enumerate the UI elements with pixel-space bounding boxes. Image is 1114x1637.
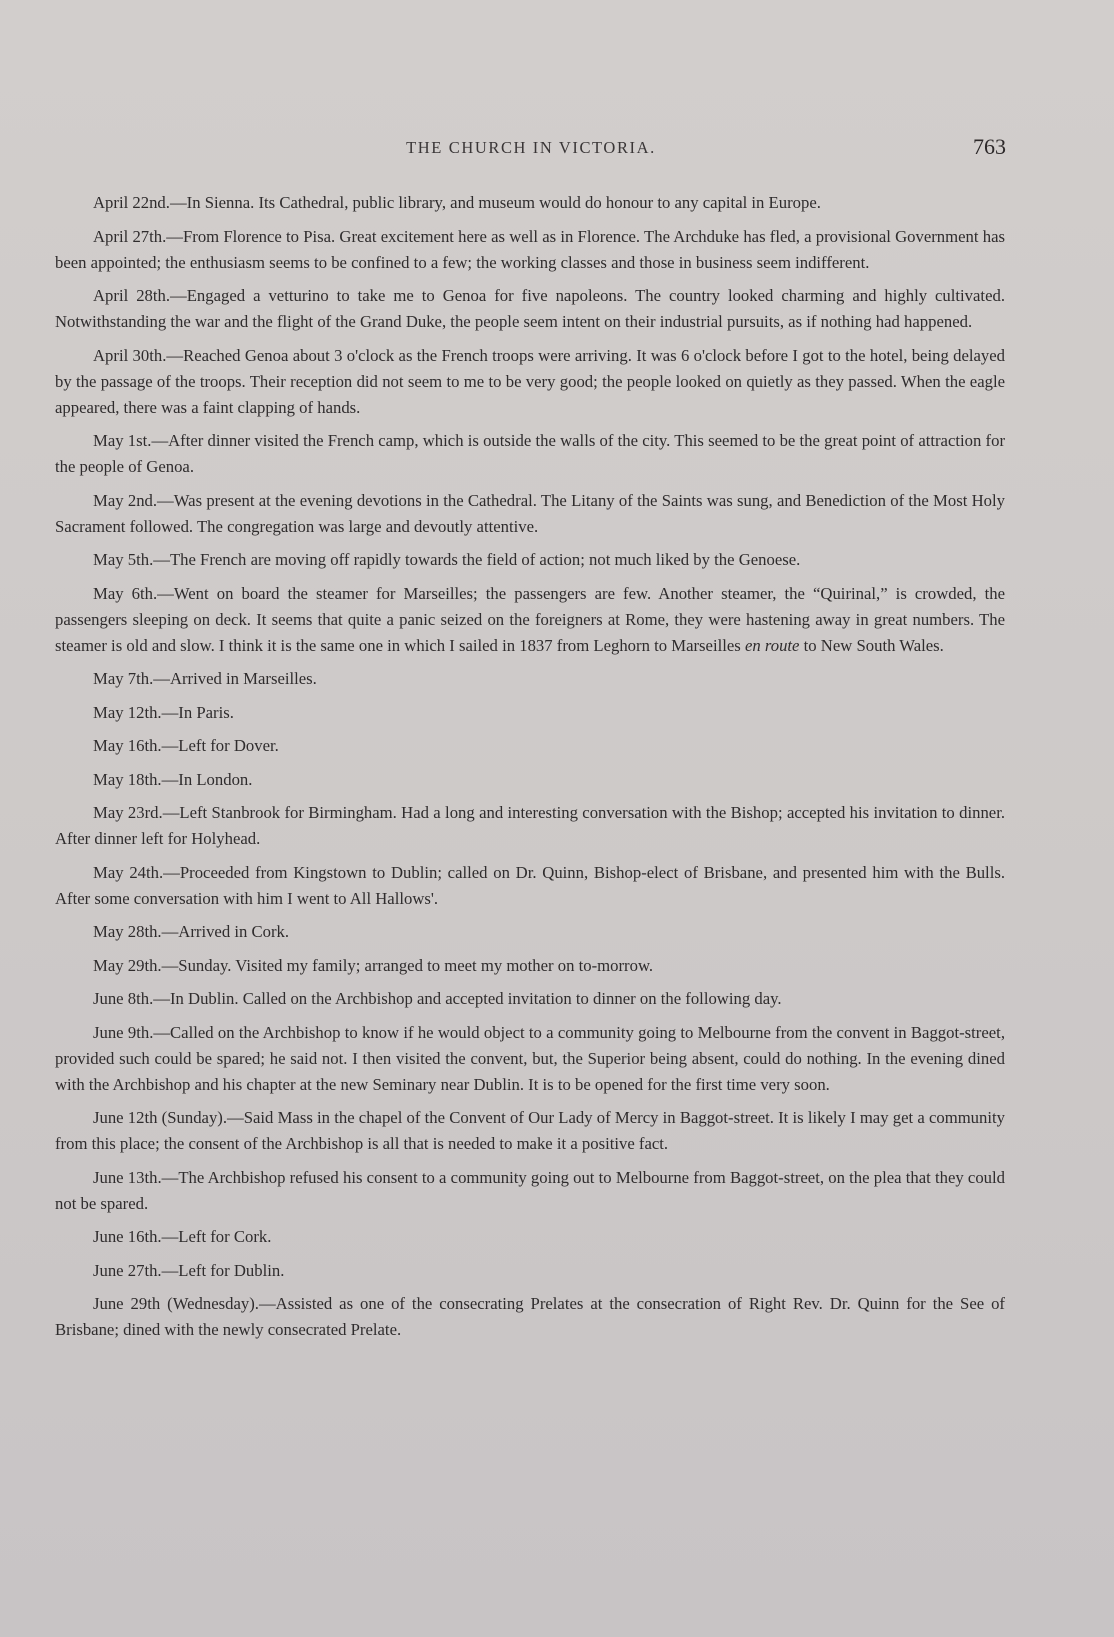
running-title: THE CHURCH IN VICTORIA.: [406, 138, 656, 157]
diary-entry: May 24th.—Proceeded from Kingstown to Dublin; called on Dr. Quinn, Bishop-elect of Brisbane, and presented him with the Bulls. After some conversation with him I went to All Hallows'.: [55, 862, 1005, 908]
diary-entry: June 12th (Sunday).—Said Mass in the chapel of the Convent of Our Lady of Mercy in Baggot-street. It is likely I may get a community from this place; the consent of the Archbishop is all that is needed to make it a positive fact.: [55, 1108, 1005, 1153]
entry-text: May 6th.—Went on board the steamer for Marseilles; the passengers are few. Another steamer, the “Quirinal,” is crowded, the passengers sleeping on deck. It seems that quite a panic seized on the foreigners at Rome, they were hastening away in great numbers. The steamer is old and slow. I think it is the same one in which I sailed in 1837 from Leghorn to Marseilles: [55, 583, 1005, 655]
diary-entry: May 28th.—Arrived in Cork.: [93, 922, 290, 941]
entry-italic-text: en route: [744, 635, 800, 655]
diary-entry: June 16th.—Left for Cork.: [93, 1227, 272, 1246]
diary-entry: May 18th.—In London.: [93, 769, 253, 789]
diary-entry: June 29th (Wednesday).—Assisted as one of the consecrating Prelates at the consecration of Right Rev. Dr. Quinn for the See of Brisbane; dined with the newly consecrated Prelate.: [55, 1294, 1005, 1339]
diary-entry: May 2nd.—Was present at the evening devotions in the Cathedral. The Litany of the Saints was sung, and Benediction of the Most Holy Sacrament followed. The congregation was large and devoutly attentive.: [55, 490, 1005, 536]
diary-entry: June 13th.—The Archbishop refused his consent to a community going out to Melbourne from Baggot-street, on the plea that they could not be spared.: [55, 1167, 1005, 1213]
diary-entry: April 30th.—Reached Genoa about 3 o'clock as the French troops were arriving. It was 6 o'clock before I got to the hotel, being delayed by the passage of the troops. Their reception did not seem to me to be very good; the people looked on quietly as they passed. When the eagle appeared, there was a faint clapping of hands.: [55, 345, 1005, 417]
diary-entry: May 7th.—Arrived in Marseilles.: [93, 669, 317, 688]
diary-entry: May 12th.—In Paris.: [93, 702, 234, 722]
page-number: 763: [973, 134, 1006, 159]
diary-entry: May 1st.—After dinner visited the French camp, which is outside the walls of the city. This seemed to be the great point of attraction for the people of Genoa.: [55, 431, 1005, 476]
diary-entry: May 29th.—Sunday. Visited my family; arranged to meet my mother on to-morrow.: [93, 955, 654, 975]
diary-entry: April 22nd.—In Sienna. Its Cathedral, public library, and museum would do honour to any capital in Europe.: [93, 193, 821, 212]
diary-entry: June 9th.—Called on the Archbishop to know if he would object to a community going to Melbourne from the convent in Baggot-street, provided such could be spared; he said not. I then visited the convent, but, the Superior being absent, could do nothing. In the evening dined with the Archbishop and his chapter at the new Seminary near Dublin. It is to be opened for the first time very soon.: [55, 1022, 1005, 1094]
diary-entry: April 27th.—From Florence to Pisa. Great excitement here as well as in Florence. The Archduke has fled, a provisional Government has been appointed; the enthusiasm seems to be confined to a few; the working classes and those in business seem indifferent.: [55, 226, 1005, 272]
page-header: [56, 134, 1006, 166]
diary-entry: June 8th.—In Dublin. Called on the Archbishop and accepted invitation to dinner on the following day.: [93, 989, 782, 1008]
diary-entry: [55, 581, 1005, 659]
diary-entry: May 16th.—Left for Dover.: [93, 736, 279, 755]
diary-entry: May 5th.—The French are moving off rapidly towards the field of action; not much liked by the Genoese.: [93, 550, 801, 569]
diary-entry: April 28th.—Engaged a vetturino to take me to Genoa for five napoleons. The country looked charming and highly cultivated. Notwithstanding the war and the flight of the Grand Duke, the people seem intent on their industrial pursuits, as if nothing had happened.: [55, 286, 1005, 331]
diary-entry: June 27th.—Left for Dublin.: [93, 1260, 285, 1280]
diary-entry: May 23rd.—Left Stanbrook for Birmingham. Had a long and interesting conversation with the Bishop; accepted his invitation to dinner. After dinner left for Holyhead.: [55, 803, 1005, 848]
entry-text: to New South Wales.: [799, 635, 944, 655]
diary-entries: [55, 190, 1005, 1351]
